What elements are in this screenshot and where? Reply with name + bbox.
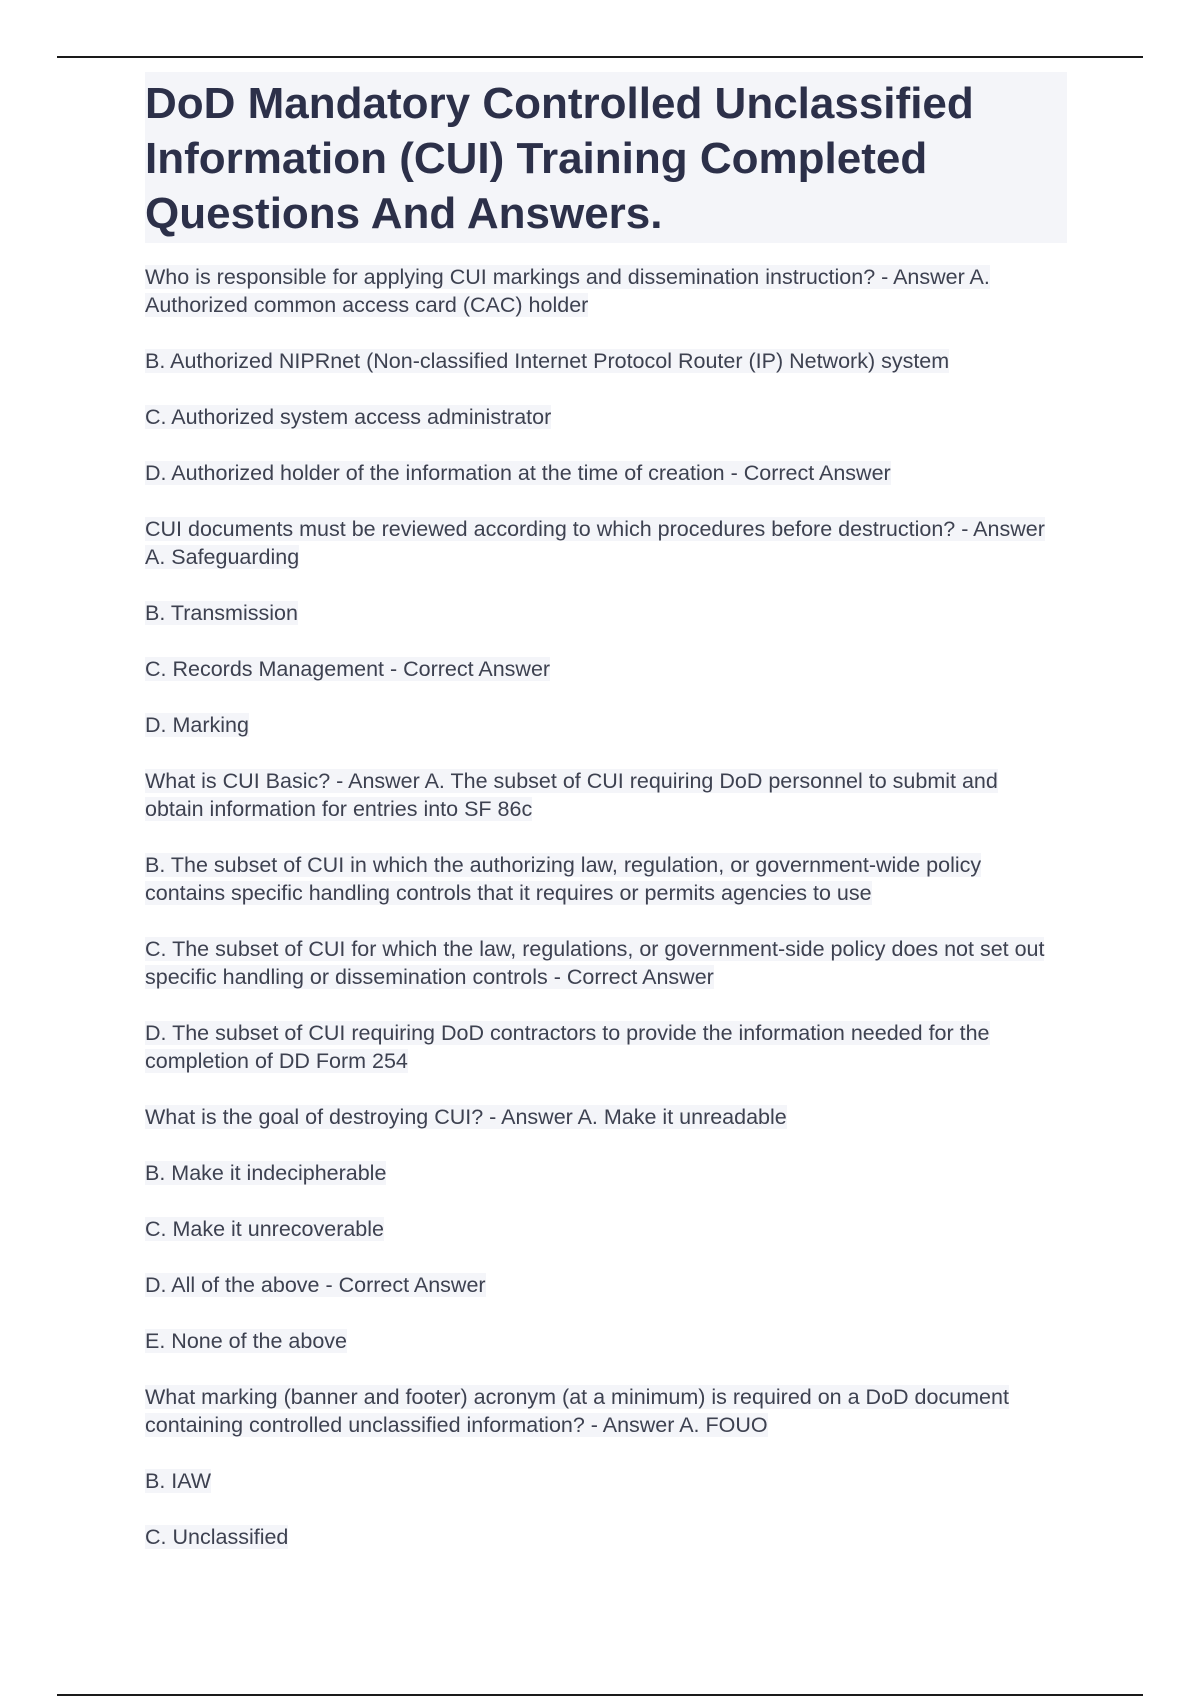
answer-option: B. Authorized NIPRnet (Non-classified Internet Protocol Router (IP) Network) system: [145, 349, 950, 373]
document-title: DoD Mandatory Controlled Unclassified Information (CUI) Training Completed Questions And Answers.: [145, 79, 974, 238]
answer-option: D. Marking: [145, 713, 249, 737]
answer-option-correct: D. Authorized holder of the information at the time of creation - Correct Answer: [145, 461, 891, 485]
answer-option: B. IAW: [145, 1469, 212, 1493]
answer-option: C. Unclassified: [145, 1525, 289, 1549]
answer-option-correct: C. The subset of CUI for which the law, regulations, or government-side policy does not set out specific handling or dissemination controls - Correct Answer: [145, 937, 1045, 989]
answer-option-correct: C. Records Management - Correct Answer: [145, 657, 551, 681]
answer-option-correct: D. All of the above - Correct Answer: [145, 1273, 486, 1297]
answer-option: D. The subset of CUI requiring DoD contractors to provide the information needed for the completion of DD Form 254: [145, 1021, 990, 1073]
question-3: What is CUI Basic? - Answer A. The subset of CUI requiring DoD personnel to submit and obtain information for entries into SF 86c: [145, 769, 998, 821]
bottom-rule: [57, 1694, 1143, 1696]
top-rule: [57, 56, 1143, 58]
question-5: What marking (banner and footer) acronym (at a minimum) is required on a DoD document containing controlled unclassified information? - Answer A. FOUO: [145, 1385, 1009, 1437]
answer-option: B. Transmission: [145, 601, 298, 625]
title-block: [145, 72, 1067, 243]
question-2: CUI documents must be reviewed according to which procedures before destruction? - Answer A. Safeguarding: [145, 517, 1045, 569]
answer-option: C. Make it unrecoverable: [145, 1217, 384, 1241]
answer-option: E. None of the above: [145, 1329, 348, 1353]
document-body: [145, 72, 1045, 1579]
answer-option: C. Authorized system access administrator: [145, 405, 552, 429]
answer-option: B. The subset of CUI in which the authorizing law, regulation, or government-wide policy contains specific handling controls that it requires or permits agencies to use: [145, 853, 982, 905]
question-1: Who is responsible for applying CUI markings and dissemination instruction? - Answer A. Authorized common access card (CAC) holder: [145, 265, 990, 317]
question-4: What is the goal of destroying CUI? - Answer A. Make it unreadable: [145, 1105, 787, 1129]
answer-option: B. Make it indecipherable: [145, 1161, 387, 1185]
